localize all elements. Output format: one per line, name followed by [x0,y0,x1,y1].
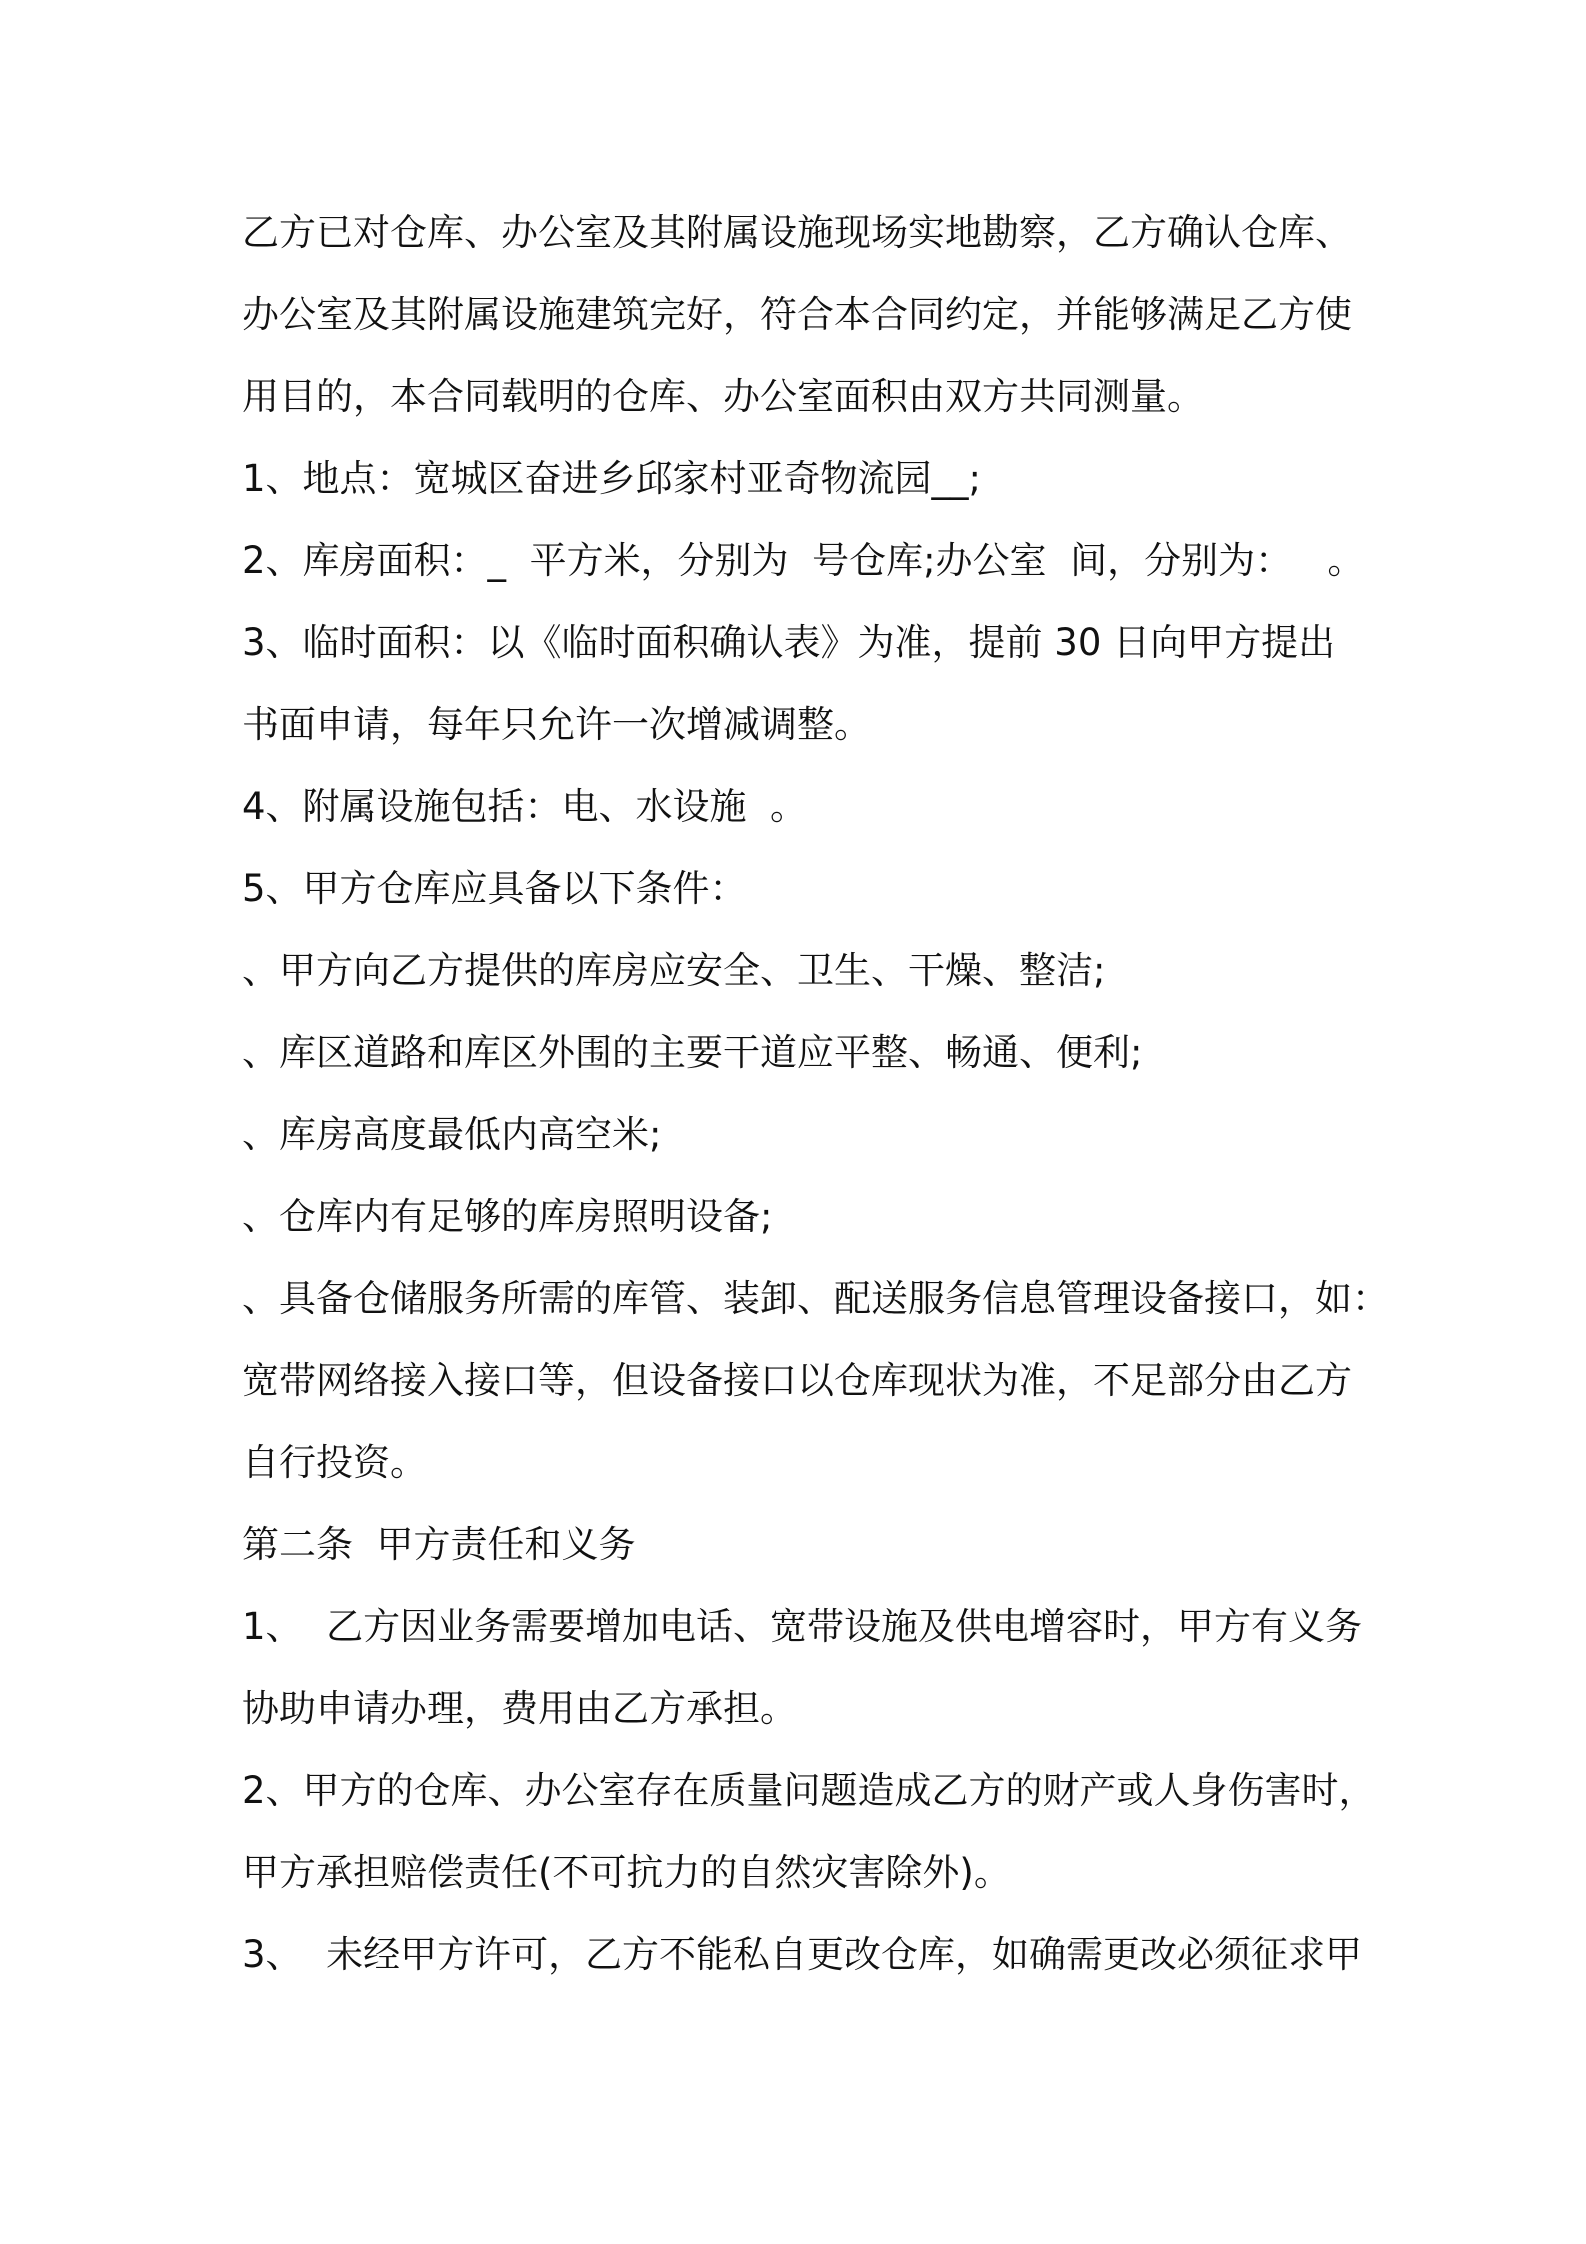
condition-item: 、库区道路和库区外围的主要干道应平整、畅通、便利; [242,1031,1143,1074]
condition-item: 、仓库内有足够的库房照明设备; [242,1195,773,1238]
paragraph-line: 协助申请办理，费用由乙方承担。 [242,1687,797,1730]
paragraph-line: 书面申请，每年只允许一次增减调整。 [242,703,871,746]
list-item-duty-2: 2、甲方的仓库、办公室存在质量问题造成乙方的财产或人身伤害时， [242,1769,1376,1812]
paragraph-line: 甲方承担赔偿责任(不可抗力的自然灾害除外)。 [242,1851,1011,1894]
paragraph-line: 乙方已对仓库、办公室及其附属设施现场实地勘察，乙方确认仓库、 [242,211,1352,254]
list-item-conditions: 5、甲方仓库应具备以下条件： [242,867,747,910]
paragraph-line: 自行投资。 [242,1441,427,1484]
condition-item: 、库房高度最低内高空米; [242,1113,662,1156]
paragraph-line: 办公室及其附属设施建筑完好，符合本合同约定，并能够满足乙方使 [242,293,1352,336]
paragraph-line: 宽带网络接入接口等，但设备接口以仓库现状为准，不足部分由乙方 [242,1359,1352,1402]
section-heading: 第二条 甲方责任和义务 [242,1523,636,1566]
list-item-temporary-area: 3、临时面积：以《临时面积确认表》为准，提前 30 日向甲方提出 [242,621,1336,664]
condition-item: 、具备仓储服务所需的库管、装卸、配送服务信息管理设备接口，如： [242,1277,1389,1320]
list-item-duty-1: 1、 乙方因业务需要增加电话、宽带设施及供电增容时，甲方有义务 [242,1605,1363,1648]
paragraph-line: 用目的，本合同载明的仓库、办公室面积由双方共同测量。 [242,375,1204,418]
list-item-location: 1、地点：宽城区奋进乡邱家村亚奇物流园__; [242,457,982,500]
condition-item: 、甲方向乙方提供的库房应安全、卫生、干燥、整洁; [242,949,1106,992]
list-item-warehouse-area: 2、库房面积：_ 平方米，分别为 号仓库;办公室 间，分别为： 。 [242,539,1365,582]
list-item-duty-3: 3、 未经甲方许可，乙方不能私自更改仓库，如确需更改必须征求甲 [242,1933,1363,1976]
list-item-facilities: 4、附属设施包括：电、水设施 。 [242,785,808,828]
